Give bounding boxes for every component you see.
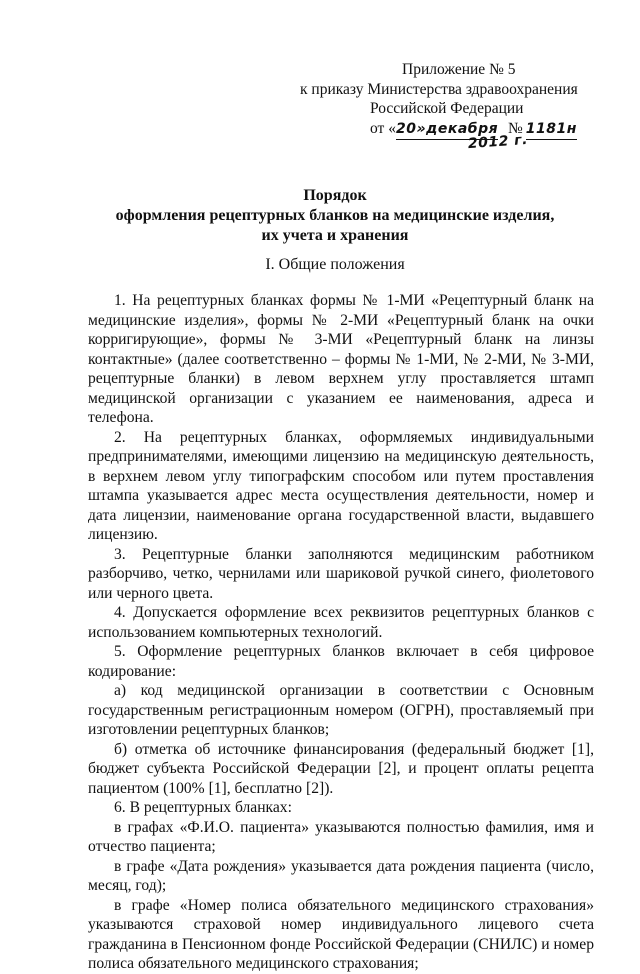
paragraph-5b: б) отметка об источнике финансирования (федеральный бюджет [1], бюджет субъекта Российской Федерации [2], и процент оплаты рецепта пациентом (100% [1], бесплатно [2]). <box>88 740 594 797</box>
paragraph-2: 2. На рецептурных бланках, оформляемых индивидуальными предпринимателями, имеющими лицензию на медицинскую деятельность, в верхнем левом углу типографским способом или путем проставления штампа указывается адрес места осуществления деятельности, номер и дата лицензии, наименование органа государственной власти, выдавшего лицензию. <box>88 428 594 543</box>
paragraph-5a: а) код медицинской организации в соответствии с Основным государственным регистрационным номером (ОГРН), проставляемый при изготовлении рецептурных бланков; <box>88 682 594 738</box>
title-line-1: Порядок <box>303 187 367 204</box>
paragraph-6-name: в графах «Ф.И.О. пациента» указываются полностью фамилия, имя и отчество пациента; <box>88 818 594 855</box>
document-body <box>88 291 594 974</box>
annex-ministry: Российской Федерации <box>370 100 524 117</box>
annex-num-prefix: № <box>507 119 523 137</box>
handwritten-day: 20 <box>396 120 416 141</box>
paragraph-6-policy: в графе «Номер полиса обязательного медицинского страхования» указываются страховой номер индивидуального лицевого счета гражданина в Пенсионном фонде Российской Федерации (СНИЛС) и номер полиса обязательного медицинского страхования; <box>88 896 594 972</box>
handwritten-number: 1181н <box>526 120 577 141</box>
paragraph-6: 6. В рецептурных бланках: <box>114 799 292 816</box>
title-line-3: их учета и хранения <box>261 227 409 244</box>
paragraph-3: 3. Рецептурные бланки заполняются медицинским работником разборчиво, четко, чернилами или шариковой ручкой синего, фиолетового или черного цвета. <box>88 545 594 602</box>
handwritten-month: »декабря <box>416 120 498 141</box>
title-line-2: оформления рецептурных бланков на медицинские изделия, <box>115 207 555 224</box>
annex-order-ref: к приказу Министерства здравоохранения <box>300 80 578 98</box>
paragraph-5: 5. Оформление рецептурных бланков включает в себя цифровое кодирование: <box>88 643 594 680</box>
annex-date-line <box>300 119 600 152</box>
section-heading: I. Общие положения <box>265 256 405 273</box>
paragraph-1: 1. На рецептурных бланках формы № 1-МИ «Рецептурный бланк на медицинские изделия», формы № 2-МИ «Рецептурный бланк на очки корригирующие», формы № 3-МИ «Рецептурный бланк на линзы контактные» (далее соответственно – формы № 1-МИ, № 2-МИ, № 3-МИ, рецептурные бланки) в левом верхнем углу проставляется штамп медицинской организации с указанием ее наименования, адреса и телефона. <box>88 292 594 426</box>
paragraph-6-birthdate: в графе «Дата рождения» указывается дата рождения пациента (число, месяц, год); <box>88 857 594 894</box>
handwritten-year: 2012 г. <box>467 131 529 152</box>
annex-ot: от « <box>370 119 396 137</box>
annex-header <box>300 60 600 152</box>
annex-number: Приложение № 5 <box>402 61 516 78</box>
paragraph-4: 4. Допускается оформление всех реквизитов рецептурных бланков с использованием компьютерных технологий. <box>88 604 594 641</box>
document-title <box>100 186 570 246</box>
